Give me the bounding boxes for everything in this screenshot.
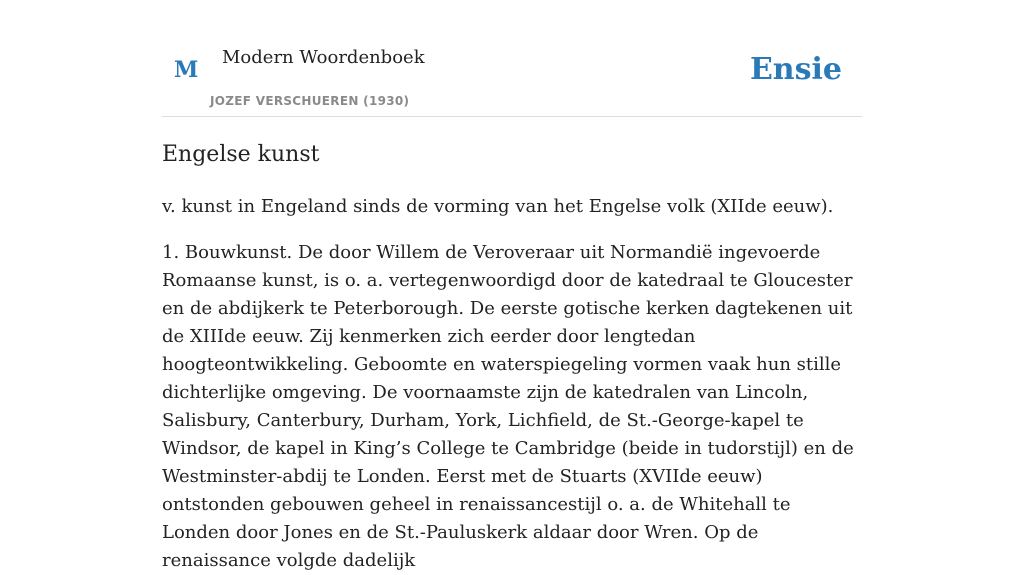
book-logo[interactable]: M xyxy=(174,57,199,83)
entry-content xyxy=(162,116,862,575)
entry-definition: v. kunst in Engeland sinds de vorming van het Engelse volk (XIIde eeuw). xyxy=(162,196,834,217)
book-author: JOZEF VERSCHUEREN (1930) xyxy=(210,94,410,108)
header xyxy=(162,0,862,117)
entry-body: 1. Bouwkunst. De door Willem de Veroveraar uit Normandië ingevoerde Romaanse kunst, is o. a. vertegenwoordigd door de katedraal te Gloucester en de abdijkerk te Peterborough. De eerste gotische kerken dagtekenen uit de XIIIde eeuw. Zij kenmerken zich eerder door lengtedan hoogteontwikkeling. Geboomte en waterspiegeling vormen vaak hun stille dichterlijke omgeving. De voornaamste zijn de katedralen van Lincoln, Salisbury, Canterbury, Durham, York, Lichfield, de St.-George-kapel te Windsor, de kapel in King’s College te Cambridge (beide in tudorstijl) en de Westminster-abdij te Londen. Eerst met de Stuarts (XVIIde eeuw) ontstonden gebouwen geheel in renaissancestijl o. a. de Whitehall te Londen door Jones en de St.-Pauluskerk aldaar door Wren. Op de renaissance volgde dadelijk xyxy=(162,242,854,571)
book-title[interactable]: Modern Woordenboek xyxy=(222,47,425,68)
entry-title: Engelse kunst xyxy=(162,142,320,167)
ensie-logo-link[interactable]: Ensie xyxy=(749,52,842,87)
